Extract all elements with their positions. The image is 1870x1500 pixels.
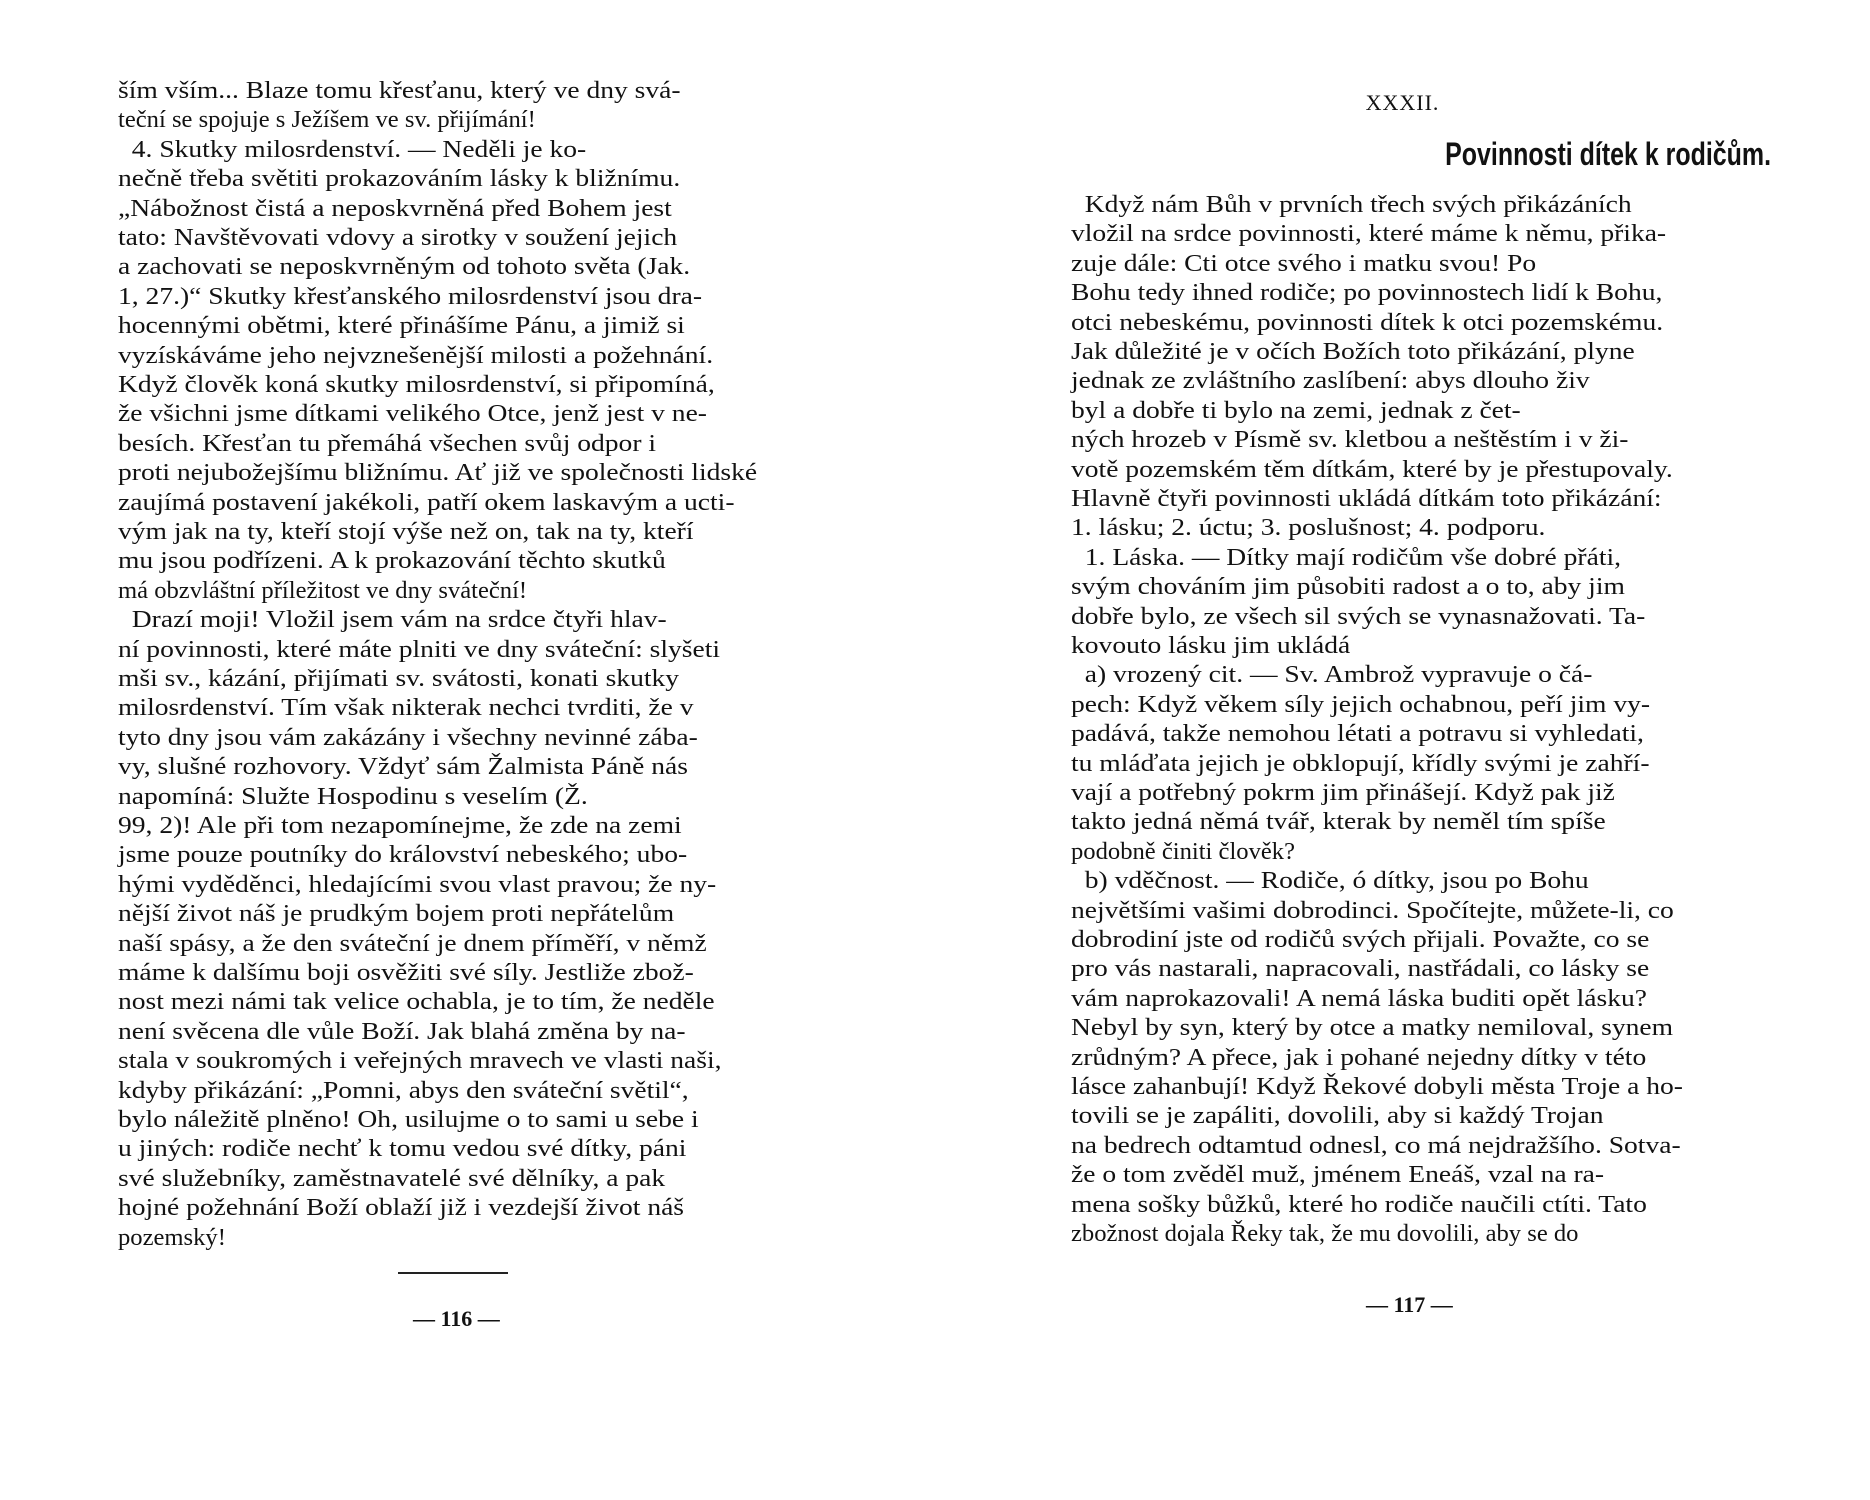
text-line: zaujímá postavení jakékoli, patří okem laskavým a ucti- xyxy=(118,488,735,516)
text-line: Když nám Bůh v prvních třech svých přikázáních xyxy=(1071,191,1632,218)
text-line: b) vděčnost. — Rodiče, ó dítky, jsou po Bohu xyxy=(1071,867,1589,895)
text-line: vám naprokazovali! A nemá láska buditi opět lásku? xyxy=(1071,984,1647,1012)
text-line: naší spásy, a že den sváteční je dnem příměří, v němž xyxy=(118,929,707,957)
text-line: že všichni jsme dítkami velikého Otce, jenž jest v ne- xyxy=(118,400,707,428)
text-line: ším vším... Blaze tomu křesťanu, který ve dny svá- xyxy=(118,77,681,104)
text-line: má obzvláštní příležitost ve dny sváteční! xyxy=(118,576,528,604)
text-line: a zachovati se neposkvrněným od tohoto světa (Jak. xyxy=(118,253,691,281)
text-line: kdyby přikázání: „Pomni, abys den sváteční světil“, xyxy=(118,1076,689,1104)
text-line: nečně třeba světiti prokazováním lásky k bližnímu. xyxy=(118,165,681,193)
text-line: vložil na srdce povinnosti, které máme k němu, přika- xyxy=(1071,220,1667,248)
text-line: nější život náš je prudkým bojem proti nepřátelům xyxy=(118,900,675,928)
text-line: na bedrech odtamtud odnesl, co má nejdražšího. Sotva- xyxy=(1071,1131,1681,1159)
text-line: mena sošky bůžků, které ho rodiče naučili ctíti. Tato xyxy=(1071,1190,1647,1218)
text-line: tu mláďata jejich je obklopují, křídly svými je zahří- xyxy=(1071,749,1650,777)
text-line: Když člověk koná skutky milosrdenství, si připomíná, xyxy=(118,371,715,398)
text-line: Hlavně čtyři povinnosti ukládá dítkám toto přikázání: xyxy=(1071,485,1662,512)
text-line: tyto dny jsou vám zakázány i všechny nevinné zába- xyxy=(118,723,698,751)
text-line: zuje dále: Cti otce svého i matku svou! Po xyxy=(1071,249,1537,277)
text-line: ní povinnosti, které máte plniti ve dny sváteční: slyšeti xyxy=(118,635,721,663)
text-line: pech: Když věkem síly jejich ochabnou, peří jim vy- xyxy=(1071,690,1651,718)
text-line: „Nábožnost čistá a neposkvrněná před Bohem jest xyxy=(118,194,672,222)
text-line: padává, takže nemohou létati a potravu si vyhledati, xyxy=(1071,720,1644,748)
text-line: u jiných: rodiče nechť k tomu vedou své dítky, páni xyxy=(118,1135,687,1163)
text-line: největšími vašimi dobrodinci. Spočítejte, můžete-li, co xyxy=(1071,896,1674,924)
text-line: není svěcena dle vůle Boží. Jak blahá změna by na- xyxy=(118,1017,686,1045)
text-line: 1. lásku; 2. úctu; 3. poslušnost; 4. podporu. xyxy=(1071,514,1546,542)
text-line: teční se spojuje s Ježíšem ve sv. přijímání! xyxy=(118,106,536,134)
text-line: besích. Křesťan tu přemáhá všechen svůj odpor i xyxy=(118,429,657,457)
text-line: zbožnost dojala Řeky tak, že mu dovolili, aby se do xyxy=(1071,1220,1579,1247)
text-line: že o tom zvěděl muž, jménem Eneáš, vzal na ra- xyxy=(1071,1161,1605,1189)
text-line: mši sv., kázání, přijímati sv. svátosti, konati skutky xyxy=(118,665,680,692)
text-line: Nebyl by syn, který by otce a matky nemiloval, synem xyxy=(1071,1014,1674,1042)
text-line: napomíná: Služte Hospodinu s veselím (Ž. xyxy=(118,782,588,810)
text-line: stala v soukromých i veřejných mravech ve vlasti naši, xyxy=(118,1047,722,1075)
text-line: Bohu tedy ihned rodiče; po povinnostech lidí k Bohu, xyxy=(1071,279,1663,307)
page-number-right: — 117 — xyxy=(1366,1292,1453,1317)
text-line: Drazí moji! Vložil jsem vám na srdce čtyři hlav- xyxy=(118,606,667,634)
text-line: lásce zahanbují! Když Řekové dobyli města Troje a ho- xyxy=(1071,1073,1683,1100)
chapter-number: XXXII. xyxy=(1365,90,1440,115)
text-line: jsme pouze poutníky do království nebeského; ubo- xyxy=(118,841,688,869)
text-line: hocennými obětmi, které přinášíme Pánu, a jimiž si xyxy=(118,312,685,340)
text-line: ných hrozeb v Písmě sv. kletbou a neštěstím i v ži- xyxy=(1071,426,1629,454)
text-line: kovouto lásku jim ukládá xyxy=(1071,632,1351,659)
text-line: tovili se je zapáliti, dovolili, aby si každý Trojan xyxy=(1071,1102,1604,1130)
end-rule xyxy=(398,1272,508,1274)
text-line: mu jsou podřízeni. A k prokazování těchto skutků xyxy=(118,547,666,575)
text-line: své služebníky, zaměstnavatelé své dělníky, a pak xyxy=(118,1164,666,1192)
text-line: pro vás nastarali, napracovali, nastřádali, co lásky se xyxy=(1071,955,1650,983)
text-line: 99, 2)! Ale při tom nezapomínejme, že zde na zemi xyxy=(118,812,682,839)
text-line: vyzískáváme jeho nejvznešenější milosti a požehnání. xyxy=(118,341,714,369)
text-line: svým chováním jim působiti radost a o to, aby jim xyxy=(1071,573,1625,601)
text-line: bylo náležitě plněno! Oh, usilujme o to sami u sebe i xyxy=(118,1106,699,1133)
chapter-title: Povinnosti dítek k rodičům. xyxy=(1445,136,1772,172)
text-line: byl a dobře ti bylo na zemi, jednak z čet- xyxy=(1071,396,1521,424)
text-line: takto jedná němá tvář, kterak by neměl tím spíše xyxy=(1071,808,1606,836)
text-line: pozemský! xyxy=(118,1223,226,1251)
text-line: vy, slušné rozhovory. Vždyť sám Žalmista Páně nás xyxy=(118,753,688,781)
text-line: votě pozemském těm dítkám, které by je přestupovaly. xyxy=(1071,455,1673,483)
text-line: jednak ze zvláštního zaslíbení: abys dlouho živ xyxy=(1071,367,1590,395)
text-line: dobrodiní jste od rodičů svých přijali. Považte, co se xyxy=(1071,926,1650,953)
text-line: proti nejubožejšímu bližnímu. Ať již ve společnosti lidské xyxy=(118,459,758,487)
text-line: 1. Láska. — Dítky mají rodičům vše dobré přáti, xyxy=(1071,543,1622,571)
text-line: milosrdenství. Tím však nikterak nechci tvrditi, že v xyxy=(118,694,694,722)
text-line: nost mezi námi tak velice ochabla, je to tím, že neděle xyxy=(118,988,715,1016)
page-number-left: — 116 — xyxy=(413,1306,500,1331)
text-line: otci nebeskému, povinnosti dítek k otci pozemskému. xyxy=(1071,308,1664,336)
text-line: tato: Navštěvovati vdovy a sirotky v soužení jejich xyxy=(118,224,678,251)
text-line: podobně činiti člověk? xyxy=(1071,837,1296,865)
text-line: hojné požehnání Boží oblaží již i vezdejší život náš xyxy=(118,1194,685,1222)
text-line: hými vyděděnci, hledajícími svou vlast pravou; že ny- xyxy=(118,870,717,898)
text-line: zrůdným? A přece, jak i pohané nejedny dítky v této xyxy=(1071,1043,1647,1071)
text-line: 1, 27.)“ Skutky křesťanského milosrdenství jsou dra- xyxy=(118,282,703,310)
text-line: vým jak na ty, kteří stojí výše než on, tak na ty, kteří xyxy=(118,518,694,545)
text-line: a) vrozený cit. — Sv. Ambrož vypravuje o čá- xyxy=(1071,661,1593,689)
text-line: dobře bylo, ze všech sil svých se vynasnažovati. Ta- xyxy=(1071,602,1646,630)
text-line: 4. Skutky milosrdenství. — Neděli je ko- xyxy=(118,135,587,163)
text-line: vají a potřebný pokrm jim přinášejí. Když pak již xyxy=(1071,779,1615,806)
text-line: Jak důležité je v očích Božích toto přikázání, plyne xyxy=(1071,338,1635,365)
text-line: máme k dalšímu boji osvěžiti své síly. Jestliže zbož- xyxy=(118,959,694,986)
